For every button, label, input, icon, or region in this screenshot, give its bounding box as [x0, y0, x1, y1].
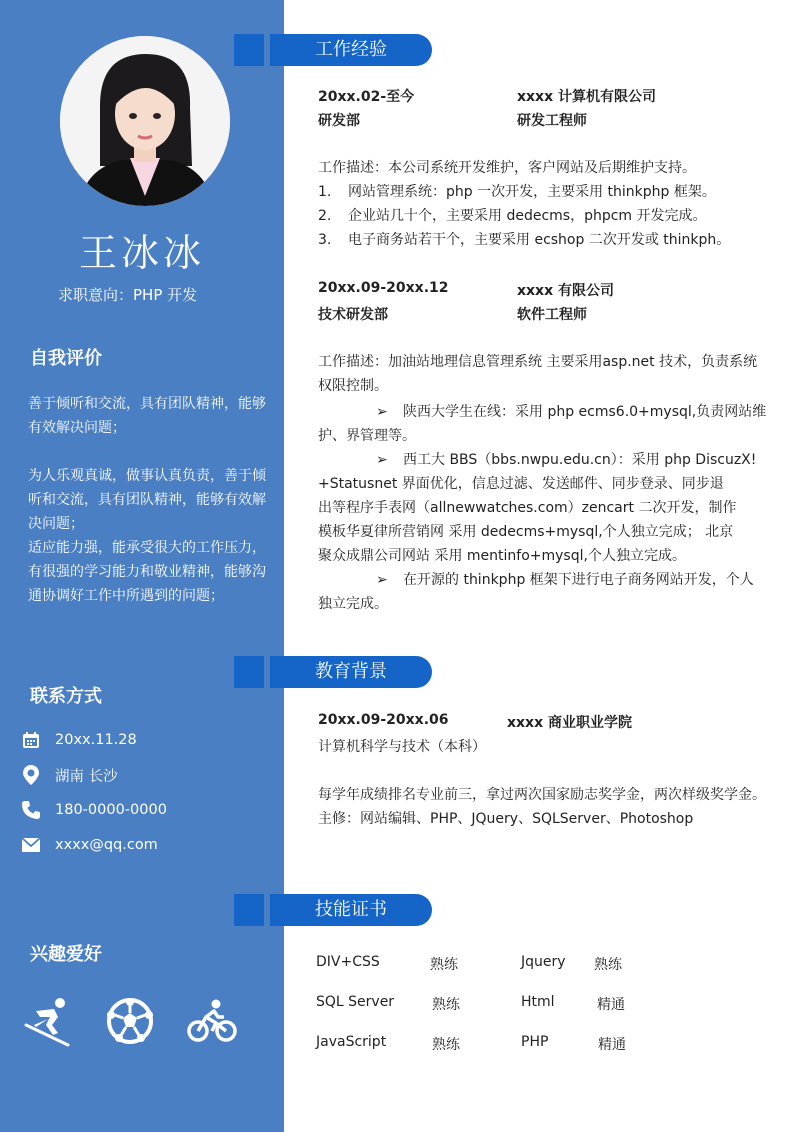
skill-name: DIV+CSS	[316, 954, 380, 970]
edu-major: 计算机科学与技术（本科）	[318, 739, 486, 755]
contact-heading: 联系方式	[30, 686, 102, 707]
edu-note: 每学年成绩排名专业前三，拿过两次国家励志奖学金，两次样级奖学金。	[318, 787, 766, 803]
contact-location	[20, 763, 118, 787]
job-item-num: 3.	[318, 232, 332, 248]
job-desc: 工作描述：本公司系统开发维护，客户网站及后期维护支持。	[318, 160, 696, 176]
self-eval-para: 适应能力强，能承受很大的工作压力，有很强的学习能力和敬业精神，能够沟通协调好工作中所遇到的问题；	[28, 540, 266, 604]
contact-text: 20xx.11.28	[55, 732, 137, 748]
header-square	[234, 34, 264, 66]
bullet-text: 出等程序手表网（allnewwatches.com）zencart 二次开发，制作	[318, 500, 737, 516]
self-eval-heading: 自我评价	[30, 348, 102, 369]
hobbies-heading: 兴趣爱好	[30, 944, 102, 965]
cycling-icon	[186, 995, 238, 1047]
mail-icon	[20, 834, 42, 856]
skiing-icon	[22, 995, 74, 1047]
job-title: 研发工程师	[517, 113, 587, 129]
skill-name: JavaScript	[316, 1034, 387, 1050]
bullet-text: 独立完成。	[318, 596, 388, 612]
soccer-ball-icon	[104, 995, 156, 1047]
phone-icon	[20, 799, 42, 821]
bullet-marker: ➢	[376, 452, 388, 468]
contact-text: xxxx@qq.com	[55, 837, 158, 853]
education-heading: 教育背景	[270, 656, 432, 688]
contact-phone	[20, 798, 167, 822]
job-desc: 工作描述：加油站地理信息管理系统 主要采用asp.net 技术，负责系统	[318, 354, 758, 370]
work-heading: 工作经验	[270, 34, 432, 66]
job-desc: 权限控制。	[318, 378, 388, 394]
job-period: 20xx.09-20xx.12	[318, 280, 449, 296]
job-item-text: 企业站几十个，主要采用 dedecms，phpcm 开发完成。	[348, 208, 707, 224]
job-item-text: 网站管理系统：php 一次开发，主要采用 thinkphp 框架。	[348, 184, 716, 200]
edu-school: xxxx 商业职业学院	[507, 715, 632, 731]
edu-courses: 主修：网站编辑、PHP、JQuery、SQLServer、Photoshop	[318, 811, 694, 827]
bullet-text: 护、界管理等。	[318, 428, 416, 444]
header-square	[234, 656, 264, 688]
job-item-num: 1.	[318, 184, 332, 200]
skill-name: Html	[521, 994, 555, 1010]
skill-name: Jquery	[521, 954, 566, 970]
edu-period: 20xx.09-20xx.06	[318, 712, 449, 728]
bullet-text: 陕西大学生在线：采用 php ecms6.0+mysql,负责网站维	[403, 404, 767, 420]
self-eval-text	[28, 392, 268, 608]
self-eval-para: 为人乐观真诚，做事认真负责，善于倾听和交流，具有团队精神，能够有效解决问题；	[28, 468, 266, 532]
bullet-marker: ➢	[376, 572, 388, 588]
skill-name: SQL Server	[316, 994, 395, 1010]
skill-level: 精通	[597, 997, 625, 1013]
job-item-num: 2.	[318, 208, 332, 224]
job-item-text: 电子商务站若干个，主要采用 ecshop 二次开发或 thinkph。	[348, 232, 731, 248]
bullet-marker: ➢	[376, 404, 388, 420]
job-title: 软件工程师	[517, 307, 587, 323]
job-intent: 求职意向：PHP 开发	[58, 286, 198, 304]
profile-photo	[60, 36, 230, 206]
skill-name: PHP	[521, 1034, 549, 1050]
bullet-text: +Statusnet 界面优化，信息过滤、发送邮件、同步登录、同步退	[318, 476, 724, 492]
contact-text: 湖南 长沙	[55, 768, 118, 785]
calendar-icon	[20, 729, 42, 751]
contact-birthdate	[20, 728, 137, 752]
job-period: 20xx.02-至今	[318, 89, 415, 105]
header-square	[234, 894, 264, 926]
hobby-icons	[22, 995, 238, 1047]
bullet-text: 在开源的 thinkphp 框架下进行电子商务网站开发，个人	[403, 572, 754, 588]
job-dept: 研发部	[318, 113, 360, 129]
skills-heading: 技能证书	[270, 894, 432, 926]
skill-level: 熟练	[432, 997, 460, 1013]
bullet-text: 聚众成鼎公司网站 采用 mentinfo+mysql,个人独立完成。	[318, 548, 686, 564]
bullet-text: 西工大 BBS（bbs.nwpu.edu.cn）：采用 php DiscuzX!	[403, 452, 757, 468]
location-pin-icon	[20, 764, 42, 786]
skill-level: 精通	[598, 1037, 626, 1053]
job-company: xxxx 有限公司	[517, 283, 614, 299]
self-eval-para: 善于倾听和交流，具有团队精神，能够有效解决问题；	[28, 396, 266, 436]
skill-level: 熟练	[432, 1037, 460, 1053]
skill-level: 熟练	[430, 957, 458, 973]
skill-level: 熟练	[594, 957, 622, 973]
bullet-text: 模板华夏律所营销网 采用 dedecms+mysql,个人独立完成； 北京	[318, 524, 734, 540]
job-company: xxxx 计算机有限公司	[517, 89, 656, 105]
sidebar	[0, 0, 284, 1132]
job-dept: 技术研发部	[318, 307, 388, 323]
candidate-name: 王冰冰	[78, 231, 205, 275]
contact-text: 180-0000-0000	[55, 802, 167, 818]
contact-email	[20, 833, 158, 857]
